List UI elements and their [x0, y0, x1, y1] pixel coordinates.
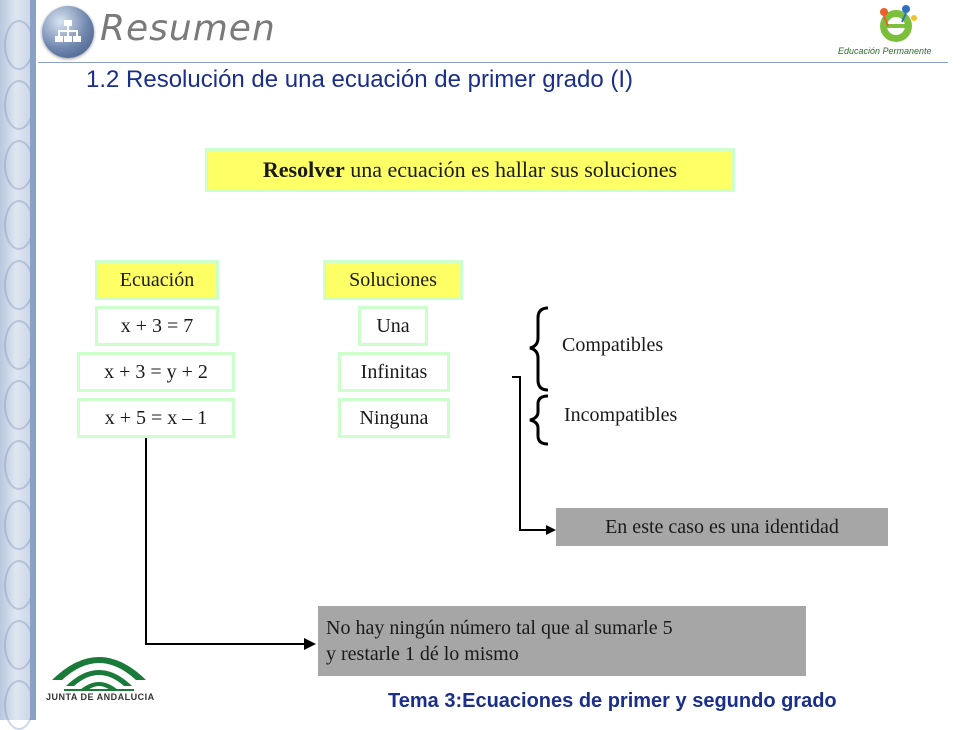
- solution-row-1: Una: [358, 306, 428, 346]
- compatible-label: Compatibles: [562, 334, 664, 356]
- equation-row-3: x + 5 = x – 1: [77, 398, 235, 438]
- edu-logo-text: Educación Permanente: [838, 46, 932, 56]
- solution-row-3: Ninguna: [338, 398, 450, 438]
- section-title: Resumen: [100, 8, 276, 49]
- slide-title: 1.2 Resolución de una ecuación de primer grado (I): [86, 66, 633, 93]
- incompatible-brace: [530, 396, 548, 444]
- no-solution-connector: [146, 438, 306, 644]
- junta-text: JUNTA DE ANDALUCIA: [46, 692, 155, 702]
- no-solution-note: [318, 606, 806, 676]
- identity-note: En este caso es una identidad: [556, 508, 888, 546]
- incompatible-label: Incompatibles: [564, 404, 678, 426]
- identity-connector: [512, 377, 548, 530]
- no-solution-line-2: y restarle 1 dé lo mismo: [326, 643, 519, 665]
- equation-row-2: x + 3 = y + 2: [77, 352, 235, 392]
- compatible-brace: [530, 308, 548, 390]
- solutions-header: Soluciones: [323, 260, 463, 300]
- no-solution-line-1: No hay ningún número tal que al sumarle 5: [326, 617, 673, 639]
- equation-row-1: x + 3 = 7: [95, 306, 219, 346]
- definition-bold: Resolver: [262, 157, 345, 182]
- equation-header: Ecuación: [95, 260, 219, 300]
- footer-topic: Tema 3:Ecuaciones de primer y segundo grado: [388, 690, 837, 712]
- solution-row-2: Infinitas: [338, 352, 450, 392]
- definition-text: una ecuación es hallar sus soluciones: [344, 157, 678, 182]
